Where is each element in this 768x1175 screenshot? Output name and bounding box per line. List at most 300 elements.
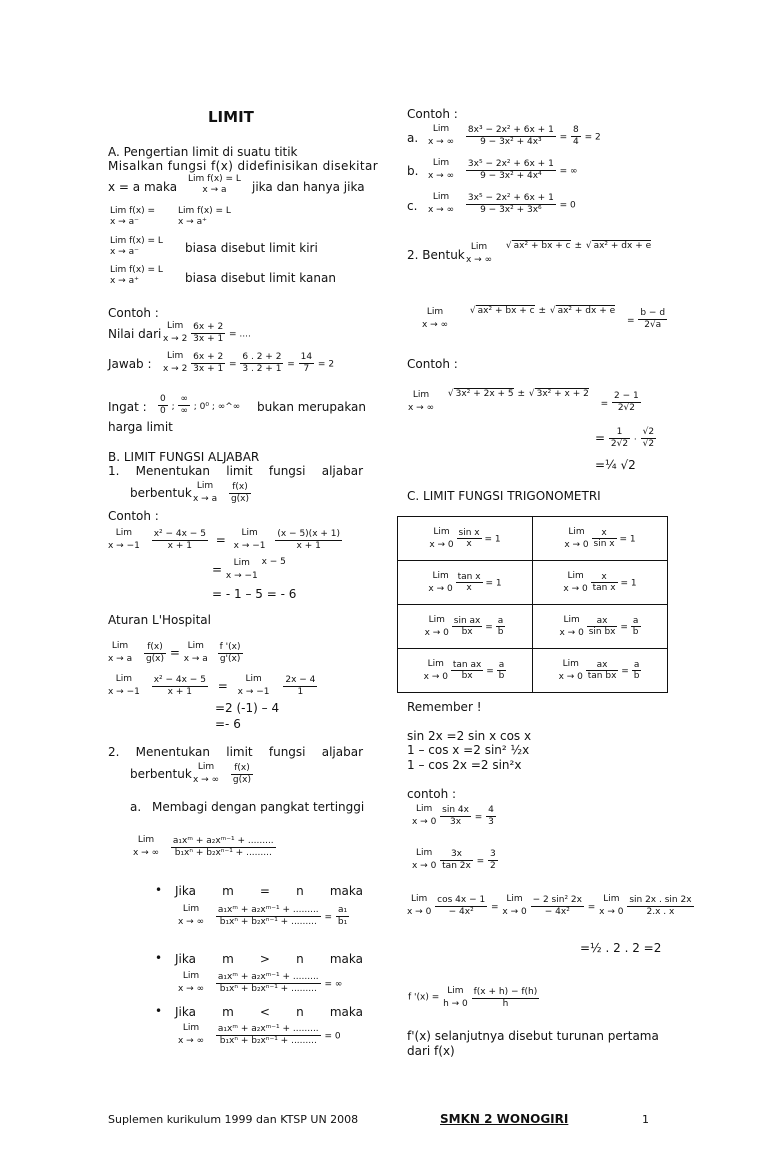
- footer-page-number: 1: [642, 1113, 649, 1126]
- cc2-rd: 2: [490, 860, 496, 871]
- hospital-example: Lim x → −1 $\frac{\text{x² − 4x − 5}}{x + 1}$ = Lim x → −1 $\frac{2x - 4}{1}$: [108, 674, 316, 697]
- b1-word-3: fungsi: [268, 464, 306, 478]
- bentuk-lim: [466, 241, 492, 267]
- b1-fn: f(x): [229, 482, 251, 494]
- jawab-lim-word: Lim: [167, 351, 184, 361]
- deriv-lim-sub: h → 0: [443, 999, 468, 1009]
- bentuk-label: 2. Bentuk: [407, 248, 465, 262]
- right-limit-sub: x → a⁺: [178, 217, 207, 227]
- case3-fraction: [216, 1024, 321, 1047]
- case3-lim-word: Lim: [182, 1023, 200, 1033]
- case-2-expression: [178, 970, 342, 996]
- bentuk-expression: Lim x → ∞ $^{√ ax^2 + bx + c}$ ± $^{√ ax^2 + dx + e}$: [466, 241, 652, 265]
- cc1-d: 3x: [450, 816, 462, 827]
- ex-a-lim-sub: x → ∞: [428, 137, 455, 147]
- trig7-sub: x → 0: [423, 671, 448, 682]
- ex-c-label: c.: [407, 199, 418, 213]
- trig1-r: = 1: [484, 534, 501, 544]
- c2-den1: x + 1: [167, 540, 192, 551]
- trig5-d: bx: [461, 627, 473, 637]
- ex-c-lim-sub: x → ∞: [428, 205, 455, 215]
- ex-c-eq: = 0: [559, 200, 576, 211]
- cc1-result: [486, 805, 496, 828]
- b1-word-4: aljabar: [321, 464, 363, 478]
- nilai-lim: [163, 320, 187, 346]
- jawab-frac-3: [299, 352, 314, 375]
- poly-fraction: [171, 836, 276, 859]
- bf-expr2: ax² + dx + e: [557, 306, 616, 316]
- nilai-den: 3x + 1: [193, 333, 224, 344]
- cb-lim-sub: x → ∞: [408, 403, 435, 413]
- bf-res-d: 2√a: [644, 319, 662, 330]
- ex-a-num: 8x³ − 2x² + 6x + 1: [467, 124, 554, 135]
- trig5-n: sin ax: [453, 616, 481, 626]
- h-frac-2: [218, 642, 243, 665]
- cc3-lim-1: [407, 893, 431, 919]
- cc1-lim-sub: x → 0: [412, 817, 437, 827]
- trig7-n: tan ax: [452, 660, 482, 670]
- deriv-lim-word: Lim: [447, 986, 464, 996]
- cc3-expression: Lim x → 0 $\frac{\cos 4x - 1}{\text{− 4x²}}$ = Lim x → 0 $\frac{\text{− 2 sin² 2x}}{\text{− 4x²}}$ = Lim x → 0 $\frac{\sin 2x . \sin 2x}{2.x . x}$: [407, 894, 692, 917]
- c2-lim-sub-2: x → −1: [233, 541, 266, 551]
- deriv-d: h: [502, 998, 509, 1009]
- kanan-limit-top: Lim f(x) = L: [110, 265, 163, 275]
- c2-result: = - 1 – 5 = - 6: [212, 587, 297, 601]
- case2-lim-sub: x → ∞: [178, 984, 205, 994]
- case3-w4: n: [296, 1005, 304, 1019]
- cb-r2a-n: 1: [609, 427, 630, 439]
- cb-r2b-n: √2: [642, 427, 655, 437]
- case-3-expression: [178, 1022, 341, 1048]
- b2-lim: [193, 761, 219, 787]
- bf-lim-sub: x → ∞: [422, 320, 449, 330]
- trig4-d: tan x: [592, 583, 616, 593]
- cc2-result: [488, 849, 498, 872]
- ex-c-expression: [428, 191, 576, 217]
- footer-school: SMKN 2 WONOGIRI: [440, 1112, 569, 1126]
- cc2-rn: 3: [490, 848, 496, 859]
- kiri-text: biasa disebut limit kiri: [185, 241, 318, 255]
- kiri-limit-sub: x → a⁻: [110, 247, 139, 257]
- case1-lim-word: Lim: [182, 904, 200, 914]
- ex-b-lim-word: Lim: [432, 158, 450, 168]
- case-1-expression: Lim x → ∞ $\frac{\text{a₁xᵐ + a₂xᵐ⁻¹ + .........}}{\text{b₁xⁿ + b₂xⁿ⁻¹ + .........}}$ = $\frac{\text{a₁}}{\text{b₁}}$: [178, 904, 348, 927]
- h-den: x + 1: [167, 686, 192, 697]
- h-result-2: =- 6: [215, 717, 241, 731]
- bukan-text: bukan merupakan: [257, 400, 367, 414]
- case2-w3: >: [259, 952, 270, 966]
- trig1-lim: Lim: [433, 526, 450, 537]
- ingat-expression: $\frac{0}{0}$ ; $\frac{\infty}{\infty}$ ; 0⁰ ; ∞^∞: [160, 394, 241, 416]
- h-den2: 1: [297, 686, 304, 697]
- b2-number: 2.: [108, 745, 120, 759]
- poly-expression: [133, 834, 276, 860]
- bf-pm: ±: [538, 306, 547, 316]
- case3-w5: maka: [329, 1005, 363, 1019]
- jawab-den3: 7: [303, 363, 310, 374]
- cb-expr1: 3x² + 2x + 5: [455, 389, 514, 399]
- case2-w1: Jika: [175, 952, 196, 966]
- h-num2: 2x − 4: [285, 674, 316, 685]
- cc3-frac-3: [627, 895, 693, 918]
- h-result-1: =2 (-1) – 4: [215, 701, 280, 715]
- jawab-eq: = 2: [317, 359, 335, 370]
- case-2-line: [175, 952, 363, 966]
- ingat-f2n: ∞: [180, 394, 188, 404]
- cc3-lim-sub-3: x → 0: [599, 907, 624, 917]
- case-1-line: [175, 884, 363, 898]
- trig-cell-6: Lim x → 0 $\frac{ax}{\text{sin bx}}$ = $\frac{a}{b}$: [533, 605, 668, 649]
- cc3-lim-word-3: Lim: [603, 894, 620, 904]
- b1-number: 1.: [108, 464, 120, 478]
- ex-a-expression: Lim x → ∞ $\frac{\text{8x³ − 2x² + 6x + 1}}{\text{9 − 3x² + 4x³}}$ = $\frac{8}{4}$ = 2: [428, 124, 601, 147]
- contoh-c-label: contoh :: [407, 787, 457, 801]
- jawab-expression: Lim x → 2 $\frac{6x + 2}{3x + 1}$ = $\frac{6 . 2 + 2}{3 . 2 + 1}$ = $\frac{14}{7}$ = 2: [163, 351, 335, 374]
- case3-w1: Jika: [175, 1005, 196, 1019]
- trig2-lim: Lim: [568, 526, 585, 537]
- trig5-lim: Lim: [428, 614, 445, 625]
- ex-a-rn: 8: [573, 124, 579, 135]
- cc2-n: 3x: [440, 849, 473, 861]
- b2-lim-word: Lim: [197, 762, 215, 772]
- cc2-lim-sub: x → 0: [412, 861, 437, 871]
- jawab-num3: 14: [300, 351, 313, 362]
- kiri-limit-expr: [110, 236, 163, 258]
- case1-lim-sub: x → ∞: [178, 917, 205, 927]
- cc2-d: tan 2x: [442, 860, 471, 871]
- c2-frac-1: [152, 529, 208, 552]
- left-limit-expr: [110, 206, 155, 228]
- b1-fraction: [229, 482, 251, 505]
- ex-c-fraction: [466, 193, 556, 216]
- h-lim-word-2: Lim: [187, 641, 204, 651]
- trig1-n: sin x: [458, 528, 480, 538]
- ingat-rest: ; 0⁰ ; ∞^∞: [193, 402, 241, 412]
- nilai-lim-sub: x → 2: [163, 334, 188, 344]
- xa-maka: x = a maka: [108, 180, 178, 194]
- remember-3: 1 – cos 2x =2 sin²x: [407, 758, 522, 772]
- bullet-1: •: [155, 883, 163, 897]
- c2-num2: (x − 5)(x + 1): [277, 528, 341, 539]
- trig1-d: x: [466, 539, 472, 549]
- trig6-rn: a: [631, 616, 641, 627]
- cc3-lim-word-2: Lim: [506, 894, 523, 904]
- trig8-rn: a: [632, 660, 642, 671]
- remember-heading: Remember !: [407, 700, 482, 714]
- cb-r2a: [609, 427, 630, 450]
- deriv-text-1: f'(x) selanjutnya disebut turunan pertama: [407, 1029, 659, 1043]
- deriv-lhs: f '(x) =: [408, 992, 440, 1003]
- case3-den: b₁xⁿ + b₂xⁿ⁻¹ + .........: [219, 1035, 317, 1046]
- cc3-d3: 2.x . x: [646, 906, 675, 917]
- h-frac-4: [283, 675, 317, 698]
- cc3-n2: − 2 sin² 2x: [532, 894, 582, 905]
- b1-lim: [193, 480, 217, 506]
- poly-lim-sub: x → ∞: [133, 848, 160, 858]
- case1-w2: m: [222, 884, 234, 898]
- b2-expression: [193, 761, 253, 787]
- trig-cell-5: Lim x → 0 $\frac{\text{sin ax}}{bx}$ = $\frac{a}{b}$: [398, 605, 533, 649]
- case-3-line: [175, 1005, 363, 1019]
- sub-a-label: a.: [130, 800, 142, 814]
- cb-lim-word: Lim: [412, 390, 430, 400]
- case2-lim-word: Lim: [182, 971, 200, 981]
- cb-expression: Lim x → ∞ $^{√ 3x^2 + 2x + 5}$ ± $^{√ 3x^2 + x + 2}$ = $\frac{2 - 1}{2√2}$: [408, 389, 639, 413]
- b1-lim-word: Lim: [196, 481, 214, 491]
- harga-limit-text: harga limit: [108, 420, 173, 434]
- trig1-sub: x → 0: [429, 539, 454, 550]
- ingat-f1n: 0: [160, 394, 166, 404]
- h-lim-word-3: Lim: [115, 674, 133, 684]
- trig5-rd: b: [497, 627, 504, 637]
- footer-left: Suplemen kurikulum 1999 dan KTSP UN 2008: [108, 1113, 359, 1126]
- cc3-frac-1: [435, 895, 487, 918]
- b2-word-3: fungsi: [268, 745, 306, 759]
- kanan-limit-expr: [110, 265, 163, 287]
- h-fpd: g'(x): [219, 653, 241, 664]
- kanan-limit-sub: x → a⁺: [110, 276, 139, 286]
- ingat-frac-inf: [178, 394, 190, 417]
- deriv-lim: [443, 985, 468, 1011]
- nilai-lim-word: Lim: [167, 321, 184, 331]
- b1-expression: [193, 480, 251, 506]
- trig4-lim: Lim: [567, 570, 584, 581]
- trig-cell-4: [533, 561, 668, 605]
- ex-b-expression: [428, 157, 578, 183]
- jawab-label: Jawab :: [108, 357, 152, 371]
- bf-res-n: b − d: [640, 307, 666, 318]
- case3-w2: m: [222, 1005, 234, 1019]
- poly-lim-word: Lim: [137, 835, 155, 845]
- trig-cell-7: Lim x → 0 $\frac{\text{tan ax}}{bx}$ = $\frac{a}{b}$: [398, 649, 533, 693]
- lim-def-top: Lim f(x) = L: [188, 174, 241, 184]
- c2-frac-2: [275, 529, 342, 552]
- trig7-rd: b: [498, 671, 505, 681]
- cc1-fraction: [440, 805, 471, 828]
- bullet-3: •: [155, 1004, 163, 1018]
- derivative-definition: [408, 985, 539, 1011]
- b2-berbentuk: berbentuk: [130, 767, 192, 781]
- h-lim-2: [184, 640, 208, 666]
- trig3-r: = 1: [485, 578, 502, 588]
- c2-line2: x − 5: [261, 557, 286, 567]
- cc3-lim-3: [599, 893, 623, 919]
- contoh-b-label: Contoh :: [407, 357, 458, 371]
- cc1-rd: 3: [488, 816, 494, 827]
- trig3-sub: x → 0: [428, 583, 453, 594]
- cc2-fraction: [440, 849, 473, 872]
- case2-num: a₁xᵐ + a₂xᵐ⁻¹ + .........: [217, 971, 319, 982]
- cc3-lim-sub-2: x → 0: [502, 907, 527, 917]
- trig8-d: tan bx: [587, 671, 617, 681]
- b1-lim-sub: x → a: [193, 494, 218, 504]
- case1-w3: =: [259, 884, 270, 898]
- trig8-lim: Lim: [562, 658, 579, 669]
- bf-lim-word: Lim: [426, 307, 444, 317]
- ex-b-den: 9 − 3x² + 4x⁴: [480, 170, 542, 181]
- trig2-n: x: [592, 528, 617, 539]
- h-lim-1: [108, 640, 132, 666]
- case2-w2: m: [222, 952, 234, 966]
- h-frac-3: [152, 675, 208, 698]
- jawab-lim: [163, 350, 187, 376]
- deriv-fraction: [472, 987, 540, 1010]
- cc3-lim-word-1: Lim: [411, 894, 428, 904]
- c2-lim-2: [234, 527, 266, 553]
- cb-step-2: = $\frac{1}{2√2}$ · $\frac{√2}{√2}$: [595, 427, 655, 449]
- case1-w4: n: [296, 884, 304, 898]
- trig-cell-1: [398, 517, 533, 561]
- case1-fraction: [216, 905, 321, 928]
- cc3-lim-2: [502, 893, 526, 919]
- case3-lim: [178, 1022, 204, 1048]
- c2-lim-word-2: Lim: [241, 528, 258, 538]
- ex-b-num: 3x⁵ − 2x² + 6x + 1: [467, 158, 554, 169]
- h-lim-word-4: Lim: [245, 674, 262, 684]
- ex-a-den: 9 − 3x² + 4x³: [480, 136, 542, 147]
- misalkan-text: [108, 159, 379, 173]
- c2-lim-sub-1: x → −1: [108, 541, 140, 551]
- bentuk-formula: Lim x → ∞ $^{√ ax^2 + bx + c}$ ± $^{√ ax^2 + dx + e}$ = $\frac{b - d}{2√a}$: [422, 306, 666, 330]
- section-a-heading: A. Pengertian limit di suatu titik: [108, 145, 298, 159]
- case1-w1: Jika: [175, 884, 196, 898]
- cc1-n: sin 4x: [442, 804, 469, 815]
- cb-lim: [408, 389, 434, 415]
- remember-2: 1 – cos x =2 sin² ½x: [407, 743, 530, 757]
- cc1-lim: [412, 803, 436, 829]
- jawab-frac-1: [191, 352, 225, 375]
- h-frac-1: [144, 642, 166, 665]
- cb-r2a-d: 2√2: [610, 439, 629, 449]
- ex-a-rd: 4: [573, 136, 579, 147]
- c2-expression-2: = Lim x → −1 $^{x - 5}$: [212, 557, 286, 581]
- b2-fd: g(x): [232, 774, 251, 785]
- trig3-d: x: [466, 583, 472, 593]
- ex-a-lim-word: Lim: [432, 124, 450, 134]
- case3-result: = 0: [324, 1031, 341, 1042]
- trig6-d: sin bx: [588, 627, 616, 637]
- case3-lim-sub: x → ∞: [178, 1036, 205, 1046]
- trig4-n: x: [591, 572, 618, 583]
- kiri-limit-top: Lim f(x) = L: [110, 236, 163, 246]
- poly-num: a₁xᵐ + a₂xᵐ⁻¹ + .........: [172, 835, 274, 846]
- trig6-n: ax: [587, 616, 618, 627]
- case1-lim: [178, 903, 204, 929]
- deriv-n: f(x + h) − f(h): [473, 986, 538, 997]
- trig2-d: sin x: [593, 539, 615, 549]
- misalkan-line: Misalkan fungsi f(x) didefinisikan disekitar: [108, 159, 379, 173]
- case2-result: = ∞: [324, 979, 343, 990]
- cc3-n1: cos 4x − 1: [437, 894, 486, 905]
- trig2-sub: x → 0: [564, 539, 589, 550]
- b1-word-1: Menentukan: [135, 464, 211, 478]
- jawab-num2: 6 . 2 + 2: [242, 351, 282, 362]
- hospital-rule: Lim x → a $\frac{f(x)}{g(x)}$ = Lim x → a $\frac{f '(x)}{g'(x)}$: [108, 641, 241, 664]
- c2-lim-word-1: Lim: [115, 528, 133, 538]
- right-limit-expr: [178, 206, 231, 228]
- ex-b-lim-sub: x → ∞: [428, 171, 455, 181]
- page-title: LIMIT: [208, 108, 254, 126]
- c2-lim-sub-3: x → −1: [225, 571, 258, 581]
- h-fn: f(x): [144, 642, 166, 654]
- ex-a-lim: [428, 123, 454, 149]
- case2-lim: [178, 970, 204, 996]
- trig6-lim: Lim: [563, 614, 580, 625]
- cc1-lim-word: Lim: [416, 804, 433, 814]
- cc3-n3: sin 2x . sin 2x: [629, 894, 692, 905]
- bentuk-lim-sub: x → ∞: [466, 255, 493, 265]
- trig4-sub: x → 0: [563, 583, 588, 594]
- ex-a-fraction: [466, 125, 556, 148]
- trig-limits-table: [397, 516, 668, 693]
- b2-line: [108, 745, 363, 759]
- bentuk-expr1: ax² + bx + c: [513, 241, 571, 251]
- trig7-d: bx: [461, 671, 473, 681]
- ex-a-result: [571, 125, 581, 148]
- case2-w5: maka: [329, 952, 363, 966]
- h-num: x² − 4x − 5: [153, 674, 206, 685]
- trig8-n: ax: [586, 660, 619, 671]
- cc3-lim-sub-1: x → 0: [407, 907, 432, 917]
- contoh-2-label: Contoh :: [108, 509, 159, 523]
- case1-den: b₁xⁿ + b₂xⁿ⁻¹ + .........: [219, 916, 317, 927]
- right-contoh-label: Contoh :: [407, 107, 458, 121]
- trig-cell-3: [398, 561, 533, 605]
- ingat-f1d: 0: [160, 406, 166, 416]
- cb-r2b: [641, 427, 656, 450]
- case3-num: a₁xᵐ + a₂xᵐ⁻¹ + .........: [217, 1023, 319, 1034]
- c2-expression-1: Lim x → −1 $\frac{\text{x² − 4x − 5}}{x + 1}$ = Lim x → −1 $\frac{(x - 5)(x + 1)}{x + 1}$: [108, 528, 341, 551]
- ingat-f2d: ∞: [180, 406, 188, 416]
- cb-r1d: 2√2: [617, 402, 635, 413]
- trig5-rn: a: [496, 616, 506, 627]
- cc2-expression: Lim x → 0 $\frac{3x}{\tan 2x}$ = $\frac{3}{2}$: [412, 848, 496, 871]
- ex-c-lim: [428, 191, 454, 217]
- jika-text: jika dan hanya jika: [252, 180, 365, 194]
- b2-fn: f(x): [231, 763, 253, 775]
- trig3-lim: Lim: [432, 570, 449, 581]
- h-fpn: f '(x): [219, 641, 241, 652]
- case1-num: a₁xᵐ + a₂xᵐ⁻¹ + .........: [217, 904, 319, 915]
- h-fd: g(x): [145, 653, 164, 664]
- jawab-den1: 3x + 1: [193, 363, 224, 374]
- cc3-d2: − 4x²: [544, 906, 570, 917]
- jawab-frac-2: [240, 352, 283, 375]
- hospital-heading: Aturan L'Hospital: [108, 613, 211, 627]
- c2-lim-3: [226, 557, 258, 583]
- c2-lim-1: [108, 527, 140, 553]
- bf-lim: [422, 306, 448, 332]
- section-c-heading: C. LIMIT FUNGSI TRIGONOMETRI: [407, 489, 601, 503]
- case2-w4: n: [296, 952, 304, 966]
- cb-result-3: =¼ √2: [595, 458, 636, 472]
- h-lim-sub-2: x → a: [183, 654, 208, 664]
- bentuk-lim-word: Lim: [470, 242, 488, 252]
- h-lim-3: [108, 673, 140, 699]
- trig3-n: tan x: [457, 572, 481, 582]
- trig4-r: = 1: [620, 578, 637, 588]
- deriv-text-2: dari f(x): [407, 1044, 455, 1058]
- h-lim-sub-3: x → −1: [108, 687, 140, 697]
- trig-cell-8: Lim x → 0 $\frac{ax}{\text{tan bx}}$ = $\frac{a}{b}$: [533, 649, 668, 693]
- bentuk-pm: ±: [574, 241, 583, 251]
- trig8-rd: b: [633, 671, 640, 681]
- cc3-result: =½ . 2 . 2 =2: [580, 941, 662, 955]
- cb-expr2: 3x² + x + 2: [536, 389, 589, 399]
- nilai-expression: [163, 320, 251, 346]
- left-limit-top: Lim f(x) =: [110, 206, 156, 216]
- b2-lim-sub: x → ∞: [193, 775, 220, 785]
